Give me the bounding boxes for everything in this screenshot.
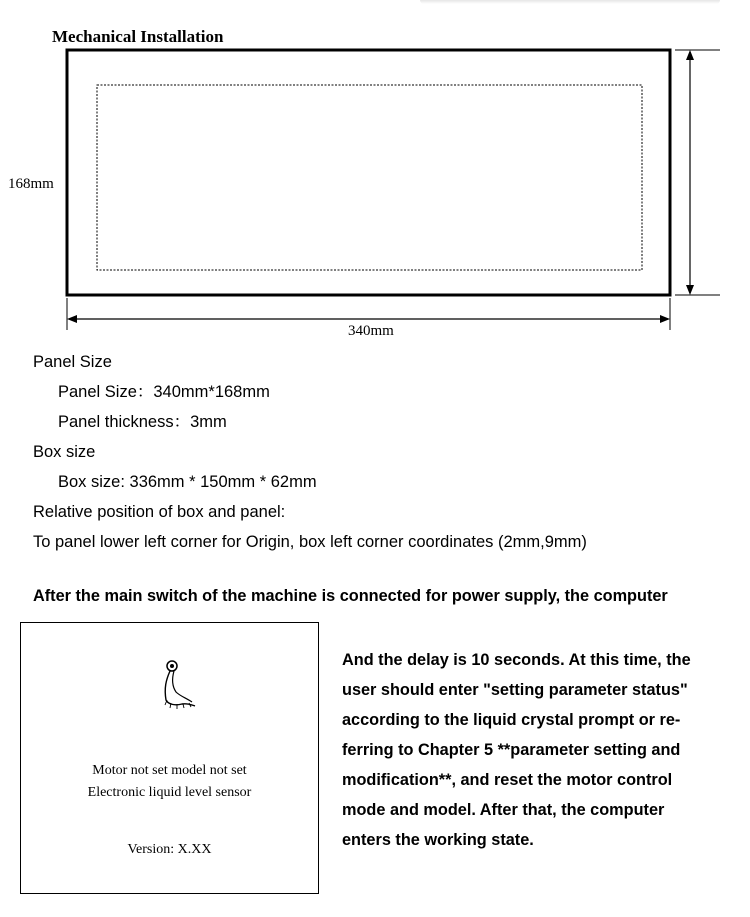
ghost-figure-icon bbox=[152, 656, 200, 712]
paragraph-line: And the delay is 10 seconds. At this time, the bbox=[342, 651, 691, 669]
lcd-status-line: Motor not set model not set bbox=[92, 763, 247, 778]
panel-drawing bbox=[0, 0, 750, 345]
paragraph-line: according to the liquid crystal prompt or re- bbox=[342, 711, 681, 729]
relative-position-heading: Relative position of box and panel: bbox=[33, 503, 286, 521]
panel-size-line: Panel Size：340mm*168mm bbox=[58, 383, 270, 401]
panel-thickness-line: Panel thickness：3mm bbox=[58, 413, 227, 431]
lcd-sensor-line: Electronic liquid level sensor bbox=[87, 785, 252, 800]
lcd-version: Version: X.XX bbox=[127, 842, 212, 857]
dim-horizontal-arrow-left bbox=[67, 315, 77, 323]
dim-horizontal-arrow-right bbox=[660, 315, 670, 323]
panel-size-heading: Panel Size bbox=[33, 353, 112, 371]
width-dimension-label: 340mm bbox=[348, 323, 394, 339]
paragraph-line: modification**, and reset the motor control bbox=[342, 771, 673, 789]
dim-vertical-arrow-bottom bbox=[686, 285, 694, 295]
panel-outline bbox=[67, 50, 670, 295]
page-title: Mechanical Installation bbox=[52, 27, 224, 46]
dim-vertical-arrow-top bbox=[686, 50, 694, 60]
paragraph-line: mode and model. After that, the computer bbox=[342, 801, 665, 819]
box-size-heading: Box size bbox=[33, 443, 96, 461]
paragraph-line: enters the working state. bbox=[342, 831, 534, 849]
box-size-line: Box size: 336mm * 150mm * 62mm bbox=[58, 473, 317, 491]
height-dimension-label: 168mm bbox=[8, 176, 54, 192]
relative-position-line: To panel lower left corner for Origin, box left corner coordinates (2mm,9mm) bbox=[33, 533, 587, 551]
paragraph-line: user should enter "setting parameter status" bbox=[342, 681, 688, 699]
power-intro: After the main switch of the machine is connected for power supply, the computer bbox=[33, 587, 668, 605]
box-outline bbox=[97, 85, 642, 270]
paragraph-line: ferring to Chapter 5 **parameter setting and bbox=[342, 741, 681, 759]
